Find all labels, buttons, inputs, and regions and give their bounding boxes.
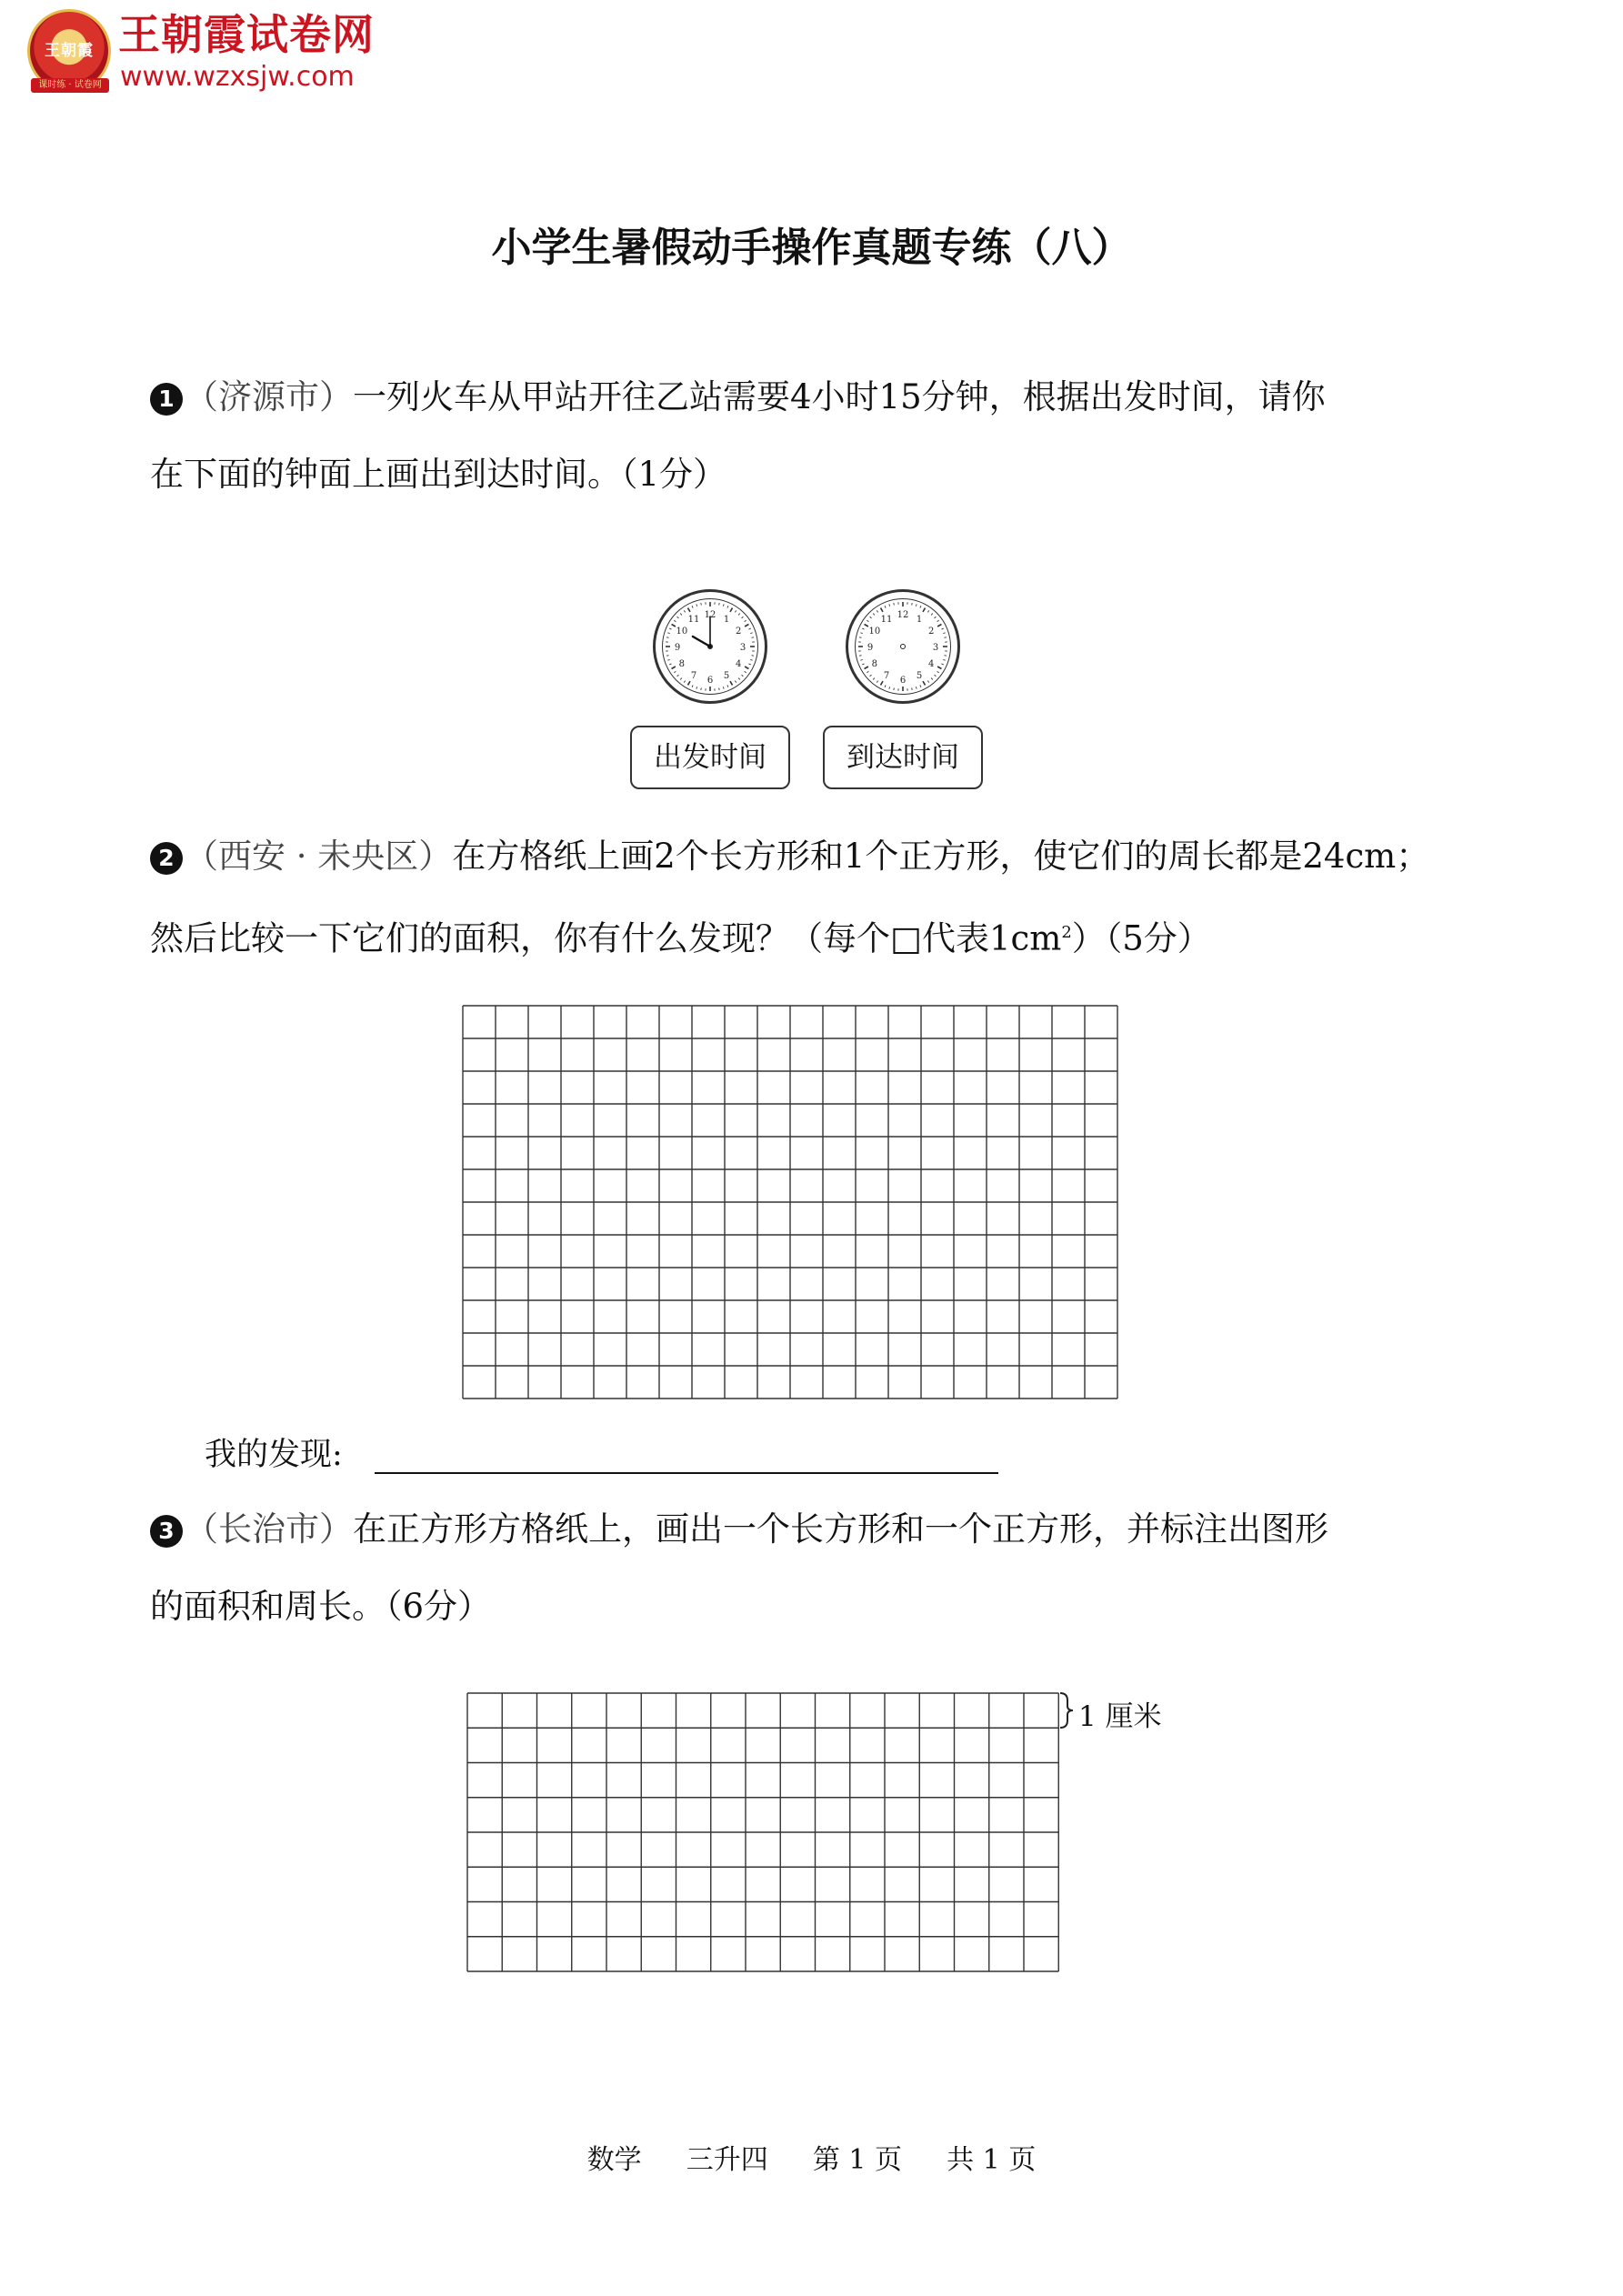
q1-number: 1 xyxy=(150,383,183,416)
clock-tick xyxy=(751,637,753,638)
clock-number: 5 xyxy=(723,671,730,682)
q1-text-line2: 在下面的钟面上画出到达时间。（1分） xyxy=(150,455,727,494)
clock-tick xyxy=(735,610,736,612)
q3-text-line1: 在正方形方格纸上，画出一个长方形和一个正方形，并标注出图形 xyxy=(353,1509,1328,1549)
clock-tick xyxy=(920,606,921,607)
clock-tick xyxy=(751,656,753,657)
clock-number: 10 xyxy=(676,627,688,637)
clock-tick xyxy=(748,628,750,629)
clock-tick xyxy=(881,608,884,612)
clock-tick xyxy=(859,656,861,657)
departure-clock-face xyxy=(656,592,765,701)
clock-tick xyxy=(688,608,691,612)
q2-source: （西安 · 未央区） xyxy=(185,837,453,876)
q2-text-line2-pre: 然后比较一下它们的面积，你有什么发现？（每个□代表1cm xyxy=(150,918,1062,958)
clock-number: 2 xyxy=(927,627,935,637)
site-name: 王朝霞试卷网 xyxy=(118,10,375,59)
clock-tick xyxy=(745,625,748,627)
q2-line2 xyxy=(150,911,1211,960)
q3-number: 3 xyxy=(150,1515,183,1548)
clock-number: 4 xyxy=(927,659,935,669)
clock-number: 6 xyxy=(899,676,907,686)
clock-tick xyxy=(677,675,679,677)
clock-tick xyxy=(931,678,933,680)
clock-tick xyxy=(935,675,937,677)
clock-tick xyxy=(742,617,744,618)
clock-number: 4 xyxy=(735,659,742,669)
clock-tick xyxy=(688,681,691,685)
clock-tick xyxy=(730,608,733,612)
q2-number: 2 xyxy=(150,842,183,875)
logo-seal-text: 王朝霞 xyxy=(45,41,94,60)
clock-tick xyxy=(667,633,669,634)
clock-number: 10 xyxy=(868,627,881,637)
clock-tick xyxy=(937,620,939,621)
clock-tick xyxy=(696,604,697,606)
clock-tick xyxy=(684,681,685,683)
footer-subject: 数学 xyxy=(586,2144,642,2176)
clock-tick xyxy=(873,614,875,616)
clock-tick xyxy=(669,664,671,665)
clock-tick xyxy=(862,628,864,629)
clock-tick xyxy=(894,687,895,689)
clock-tick xyxy=(912,687,913,689)
clock-tick xyxy=(943,659,945,660)
clock-number: 8 xyxy=(871,659,878,669)
clock-tick xyxy=(885,606,886,607)
q1-text-line1: 一列火车从甲站开往乙站需要4小时15分钟，根据出发时间，请你 xyxy=(353,377,1326,416)
clock-tick xyxy=(889,687,890,688)
clock-tick xyxy=(750,659,752,660)
clock-tick xyxy=(927,681,928,683)
clock-number: 6 xyxy=(706,676,714,686)
clock-tick xyxy=(723,604,724,606)
q3-source: （长治市） xyxy=(185,1509,353,1549)
clock-center xyxy=(901,645,906,649)
clock-number: 12 xyxy=(704,610,716,620)
clock-tick xyxy=(742,675,744,677)
clock-tick xyxy=(912,603,913,605)
clock-tick xyxy=(865,625,868,627)
clock-tick xyxy=(701,603,702,605)
clock-tick xyxy=(667,659,669,660)
clock-tick xyxy=(894,603,895,605)
clock-tick xyxy=(669,628,671,629)
clock-tick xyxy=(916,604,917,606)
q2-text-line2-post: ）（5分） xyxy=(1071,918,1211,958)
clock-number: 9 xyxy=(867,643,874,653)
clock-tick xyxy=(748,664,750,665)
clock-tick xyxy=(860,633,862,634)
scale-label: 1 厘米 xyxy=(1078,1700,1162,1733)
clock-tick xyxy=(750,633,752,634)
logo-ribbon: 课时练 · 试卷网 xyxy=(31,78,109,93)
clock-tick xyxy=(867,671,868,672)
clock-tick xyxy=(859,637,861,638)
clock-tick xyxy=(889,604,890,606)
q2-answer-label: 我的发现: xyxy=(205,1437,343,1473)
arrival-time-label: 到达时间 xyxy=(823,726,983,789)
q1-source: （济源市） xyxy=(185,377,353,416)
clock-tick xyxy=(701,687,702,689)
clock-number: 12 xyxy=(897,610,909,620)
clock-tick xyxy=(680,614,682,616)
clock-tick xyxy=(727,685,728,687)
footer-total: 共 1 页 xyxy=(947,2144,1037,2176)
arrival-clock-face[interactable] xyxy=(848,592,957,701)
clock-tick xyxy=(870,617,872,618)
clock-tick xyxy=(692,606,693,607)
clock-tick xyxy=(674,620,676,621)
clock-tick xyxy=(684,610,685,612)
clock-number: 11 xyxy=(880,614,893,625)
clock-number: 7 xyxy=(690,671,697,682)
arrival-clock[interactable] xyxy=(846,589,960,704)
q3-grid-paper[interactable] xyxy=(466,1691,1066,1973)
clock-number: 5 xyxy=(916,671,923,682)
clock-tick xyxy=(666,656,668,657)
clock-tick xyxy=(672,667,676,669)
clock-tick xyxy=(672,625,676,627)
clock-tick xyxy=(937,667,941,669)
clock-tick xyxy=(677,617,679,618)
clock-tick xyxy=(745,667,748,669)
clock-tick xyxy=(727,606,728,607)
clock-tick xyxy=(923,608,926,612)
scale-brace-icon xyxy=(1057,1691,1077,1730)
clock-tick xyxy=(944,637,946,638)
clock-tick xyxy=(674,671,676,672)
clock-tick xyxy=(862,664,864,665)
clock-tick xyxy=(935,617,937,618)
page-title: 小学生暑假动手操作真题专练（八） xyxy=(491,225,1132,271)
clock-tick xyxy=(941,628,943,629)
clock-tick xyxy=(860,659,862,660)
departure-time-label: 出发时间 xyxy=(630,726,790,789)
clock-tick xyxy=(870,675,872,677)
footer-page: 第 1 页 xyxy=(812,2144,903,2176)
q3-line1 xyxy=(150,1508,1328,1551)
clock-tick xyxy=(865,667,868,669)
clock-number: 3 xyxy=(932,643,939,653)
clock-number: 3 xyxy=(739,643,746,653)
q2-line1 xyxy=(150,835,1429,878)
clock-tick xyxy=(941,664,943,665)
clock-tick xyxy=(692,685,693,687)
clock-tick xyxy=(680,678,682,680)
clock-tick xyxy=(943,633,945,634)
clock-number: 2 xyxy=(735,627,742,637)
clock-number: 7 xyxy=(883,671,890,682)
clock-tick xyxy=(745,620,746,621)
clock-tick xyxy=(730,681,733,685)
clock-tick xyxy=(867,620,868,621)
q2-unit-exponent: 2 xyxy=(1061,923,1072,942)
clock-tick xyxy=(735,681,736,683)
clock-tick xyxy=(920,685,921,687)
clock-tick xyxy=(719,603,720,605)
footer-grade: 三升四 xyxy=(686,2144,768,2176)
q2-text-line1: 在方格纸上画2个长方形和1个正方形，使它们的周长都是24cm； xyxy=(452,837,1430,876)
clock-tick xyxy=(944,656,946,657)
clock-tick xyxy=(927,610,928,612)
clock-tick xyxy=(723,687,724,688)
clock-tick xyxy=(738,678,740,680)
clock-tick xyxy=(881,681,884,685)
clock-number: 8 xyxy=(678,659,686,669)
q2-answer-line[interactable] xyxy=(375,1472,998,1474)
clock-number: 1 xyxy=(916,614,923,625)
q1-line1 xyxy=(150,376,1326,419)
clock-hour-hand xyxy=(693,637,710,647)
page-footer xyxy=(0,2137,1623,2177)
clock-number: 9 xyxy=(674,643,681,653)
departure-clock xyxy=(653,589,767,704)
clock-tick xyxy=(937,671,939,672)
clock-tick xyxy=(666,637,668,638)
clock-tick xyxy=(738,614,740,616)
clock-tick xyxy=(937,625,941,627)
clock-number: 11 xyxy=(687,614,700,625)
clock-tick xyxy=(931,614,933,616)
clock-tick xyxy=(923,681,926,685)
clock-tick xyxy=(885,685,886,687)
q3-text-line2: 的面积和周长。（6分） xyxy=(150,1587,492,1626)
site-url: www.wzxsjw.com xyxy=(120,61,355,93)
clock-tick xyxy=(696,687,697,688)
clock-number: 1 xyxy=(723,614,730,625)
clock-tick xyxy=(873,678,875,680)
clock-tick xyxy=(745,671,746,672)
clock-tick xyxy=(719,687,720,689)
clock-tick xyxy=(916,687,917,688)
q2-grid-paper[interactable] xyxy=(461,1004,1125,1400)
